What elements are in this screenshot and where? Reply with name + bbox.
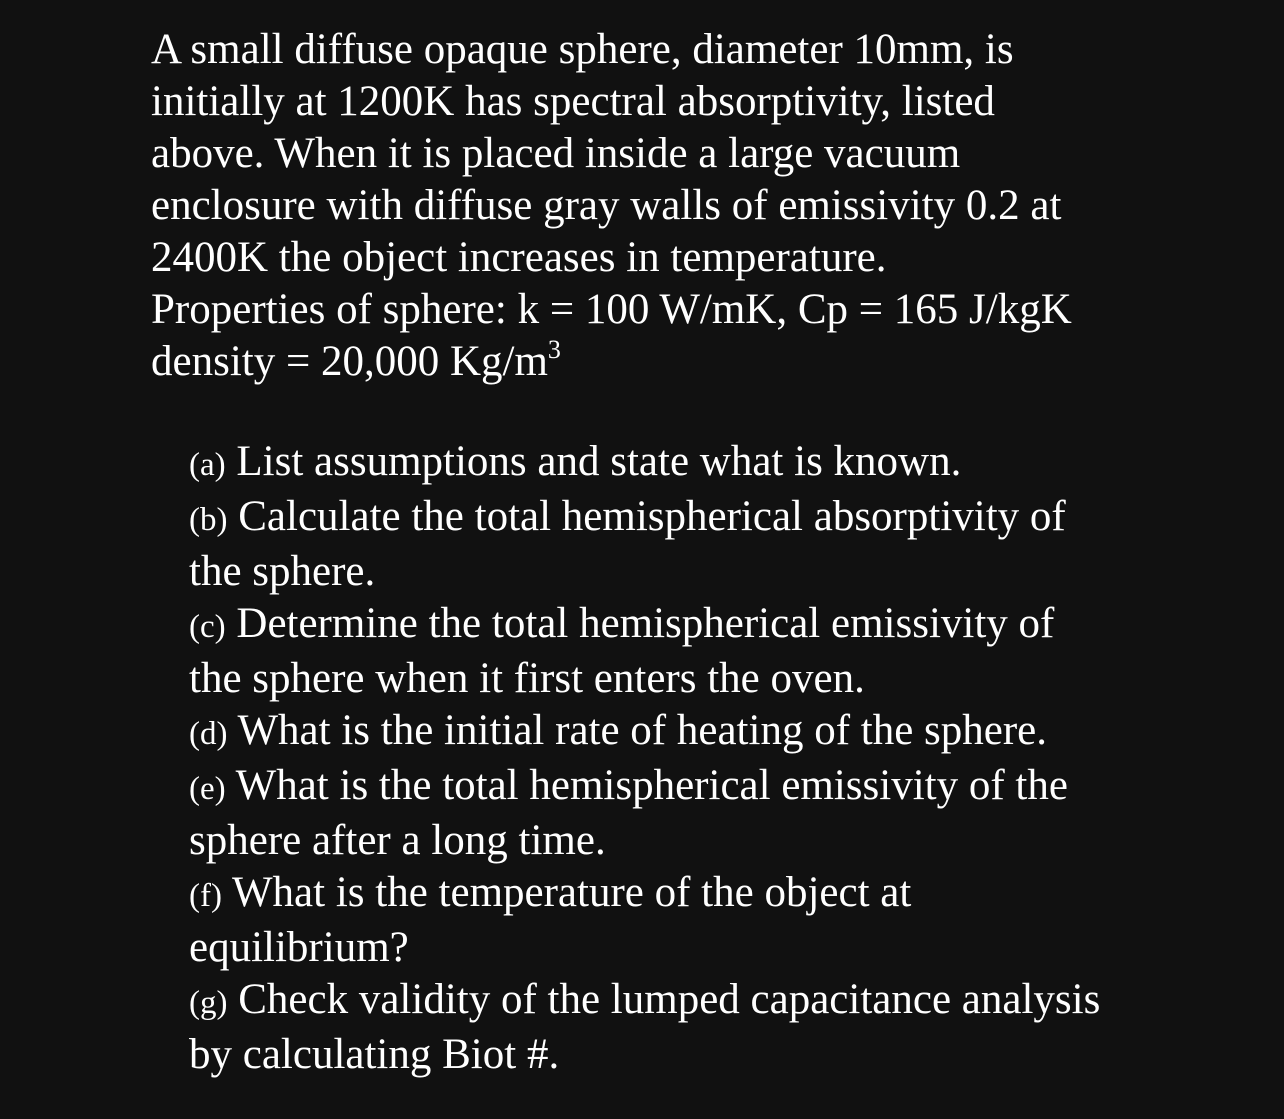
- question-letter: (d): [189, 716, 228, 752]
- question-text: What is the temperature of the object at: [231, 869, 912, 916]
- problem-statement: [151, 24, 1261, 1078]
- intro-line: 2400K the object increases in temperature.: [151, 234, 887, 281]
- intro-line: above. When it is placed inside a large vacuum: [151, 130, 961, 177]
- question-g: [189, 974, 1259, 1081]
- question-line: the sphere.: [189, 548, 376, 595]
- intro-line: A small diffuse opaque sphere, diameter 10mm, is: [151, 26, 1014, 73]
- density-text: density = 20,000 Kg/m: [151, 338, 548, 385]
- question-letter: (a): [189, 447, 226, 483]
- intro-line: Properties of sphere: k = 100 W/mK, Cp = 165 J/kgK: [151, 286, 1072, 333]
- question-line: the sphere when it first enters the oven.: [189, 655, 865, 702]
- question-line: [189, 760, 1259, 815]
- question-line: [189, 705, 1259, 760]
- question-b: [189, 491, 1259, 598]
- question-letter: (f): [189, 878, 222, 914]
- question-line: equilibrium?: [189, 924, 409, 971]
- question-d: [189, 705, 1259, 760]
- question-text: Calculate the total hemispherical absorptivity of: [238, 493, 1066, 540]
- question-text: Determine the total hemispherical emissivity of: [236, 600, 1055, 647]
- question-letter: (e): [189, 771, 226, 807]
- question-list: [189, 436, 1259, 1081]
- question-e: [189, 760, 1259, 867]
- density-exponent: 3: [547, 335, 561, 364]
- question-letter: (g): [189, 985, 228, 1021]
- question-line: [189, 598, 1259, 653]
- question-text: Check validity of the lumped capacitance analysis: [238, 976, 1101, 1023]
- question-line: sphere after a long time.: [189, 817, 606, 864]
- question-letter: (c): [189, 609, 226, 645]
- question-letter: (b): [189, 502, 228, 538]
- question-line: [189, 436, 1259, 491]
- question-line: by calculating Biot #.: [189, 1031, 560, 1078]
- question-line: [189, 491, 1259, 546]
- problem-intro: [151, 24, 1261, 388]
- question-a: [189, 436, 1259, 491]
- question-f: [189, 867, 1259, 974]
- question-text: What is the total hemispherical emissivity of the: [235, 762, 1068, 809]
- density-line: [151, 336, 1261, 388]
- question-line: [189, 867, 1259, 922]
- question-line: [189, 974, 1259, 1029]
- question-text: List assumptions and state what is known.: [236, 438, 962, 485]
- question-text: What is the initial rate of heating of the sphere.: [237, 707, 1048, 754]
- question-c: [189, 598, 1259, 705]
- intro-line: initially at 1200K has spectral absorptivity, listed: [151, 78, 995, 125]
- intro-line: enclosure with diffuse gray walls of emissivity 0.2 at: [151, 182, 1062, 229]
